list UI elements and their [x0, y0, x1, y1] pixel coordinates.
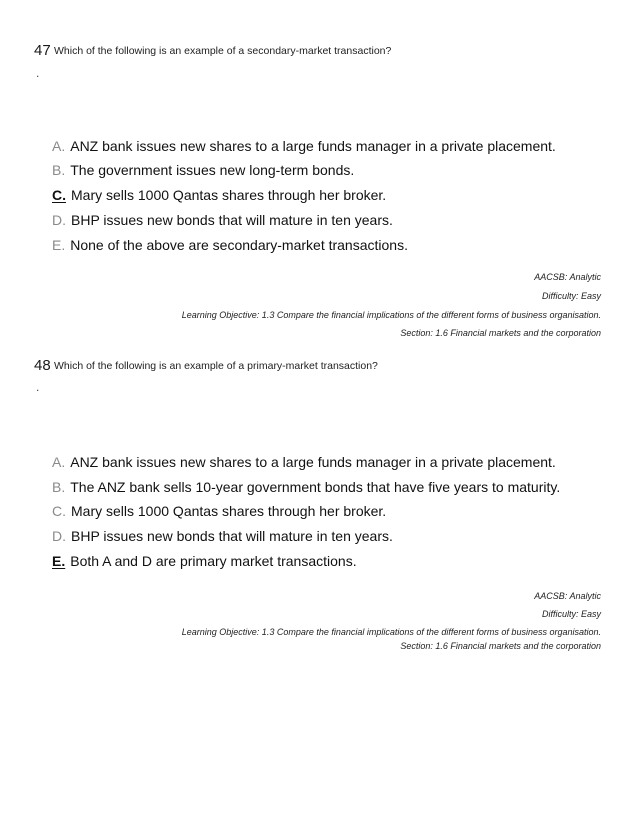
option-e — [52, 237, 408, 253]
option-letter: D. — [52, 528, 66, 544]
option-letter-correct: E. — [52, 553, 66, 569]
meta-learning-objective: Learning Objective: 1.3 Compare the financial implications of the different forms of business organisation. — [181, 627, 601, 637]
question-dot: . — [36, 66, 40, 80]
option-d — [52, 528, 393, 544]
option-text: Mary sells 1000 Qantas shares through her broker. — [71, 187, 387, 203]
meta-aacsb: AACSB: Analytic — [534, 591, 601, 601]
option-a — [52, 138, 556, 154]
option-text: BHP issues new bonds that will mature in ten years. — [71, 212, 393, 228]
option-letter-correct: C. — [52, 187, 66, 203]
option-text: ANZ bank issues new shares to a large funds manager in a private placement. — [70, 454, 556, 470]
option-b — [52, 479, 560, 495]
option-letter: D. — [52, 212, 66, 228]
option-letter: A. — [52, 138, 66, 154]
option-b — [52, 162, 354, 178]
option-text: BHP issues new bonds that will mature in ten years. — [71, 528, 393, 544]
option-letter: E. — [52, 237, 66, 253]
option-c — [52, 503, 386, 519]
meta-section: Section: 1.6 Financial markets and the corporation — [400, 328, 601, 338]
option-letter: A. — [52, 454, 66, 470]
question-text: Which of the following is an example of a secondary-market transaction? — [54, 45, 392, 57]
option-letter: B. — [52, 162, 66, 178]
meta-learning-objective: Learning Objective: 1.3 Compare the financial implications of the different forms of business organisation. — [181, 310, 601, 320]
question-dot: . — [36, 380, 40, 394]
option-c-correct — [52, 187, 386, 203]
option-text: Both A and D are primary market transactions. — [70, 553, 357, 569]
option-e-correct — [52, 553, 357, 569]
option-text: Mary sells 1000 Qantas shares through her broker. — [71, 503, 387, 519]
meta-section: Section: 1.6 Financial markets and the corporation — [400, 641, 601, 651]
question-number: 48 — [34, 357, 51, 374]
option-letter: B. — [52, 479, 66, 495]
question-number: 47 — [34, 42, 51, 59]
meta-difficulty: Difficulty: Easy — [541, 291, 601, 301]
option-text: ANZ bank issues new shares to a large funds manager in a private placement. — [70, 138, 556, 154]
option-letter: C. — [52, 503, 66, 519]
option-text: The government issues new long-term bonds. — [70, 162, 355, 178]
question-text: Which of the following is an example of a primary-market transaction? — [54, 360, 378, 372]
option-text: None of the above are secondary-market transactions. — [70, 237, 408, 253]
option-d — [52, 212, 393, 228]
option-text: The ANZ bank sells 10-year government bonds that have five years to maturity. — [70, 479, 561, 495]
meta-aacsb: AACSB: Analytic — [534, 272, 601, 282]
meta-difficulty: Difficulty: Easy — [541, 609, 601, 619]
option-a — [52, 454, 556, 470]
